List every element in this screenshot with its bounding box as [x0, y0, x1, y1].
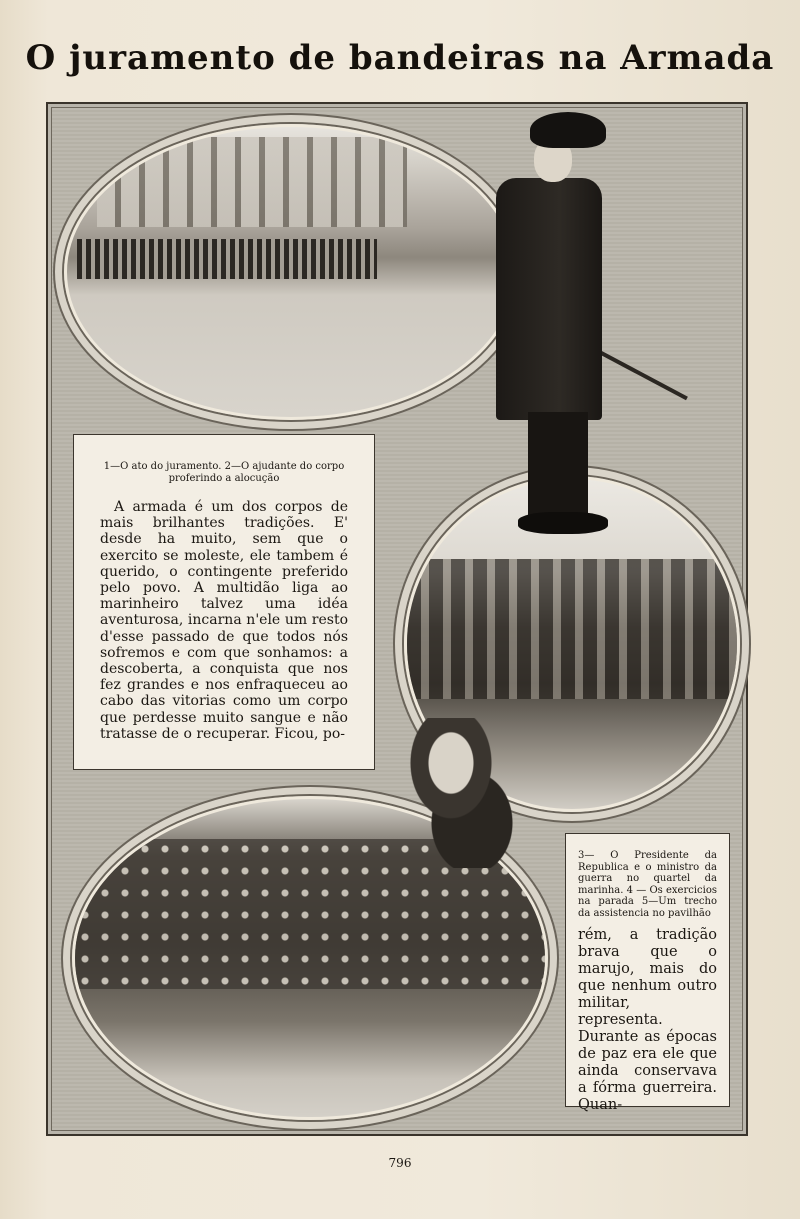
- page-number: 796: [388, 1156, 412, 1170]
- bicorne-hat: [530, 112, 606, 148]
- text-box-left: [73, 434, 375, 770]
- caption-photos-3-5: 3— O Presidente da Republica e o ministro da guerra no quartel da marinha. 4 — Os exercicios na parada 5—Um trecho da assistencia no pavilhão: [578, 850, 717, 919]
- article-text-part-2: rém, a tradição brava que o marujo, mais do que nenhum outro militar, representa. Durante as épocas de paz era ele que ainda conservava a fórma guerreira. Quan-: [578, 927, 717, 1113]
- article-text-part-1: A armada é um dos corpos de mais brilhantes tradições. E' desde ha muito, sem que o exercito se moleste, ele tambem é querido, o contingente preferido pelo povo. A multidão liga ao marinheiro talvez uma idéa aventurosa, incarna n'ele um resto d'esse passado de que todos nós sofremos e com que sonhamos: a descoberta, a conquista que nos fez grandes e nos enfraqueceu ao cabo das vitorias como um corpo que perdesse muito sangue e não tratasse de o recuperar. Ficou, po-: [100, 499, 348, 742]
- officer-shoes: [518, 512, 608, 534]
- page-title: O juramento de bandeiras na Armada: [25, 38, 775, 78]
- troops-formation: [77, 239, 377, 279]
- officer-legs: [528, 412, 588, 522]
- barracks-building: [97, 137, 407, 227]
- photo-adjutant-speaking: [488, 112, 688, 542]
- officer-coat: [496, 178, 602, 420]
- officials-group: [407, 559, 737, 699]
- photo-sailors-exercise: [388, 718, 528, 868]
- photo-oath-ceremony: [64, 124, 518, 420]
- caption-photos-1-2: 1—O ato do juramento. 2—O ajudante do corpo proferindo a alocução: [103, 461, 345, 484]
- text-box-right: [565, 833, 730, 1113]
